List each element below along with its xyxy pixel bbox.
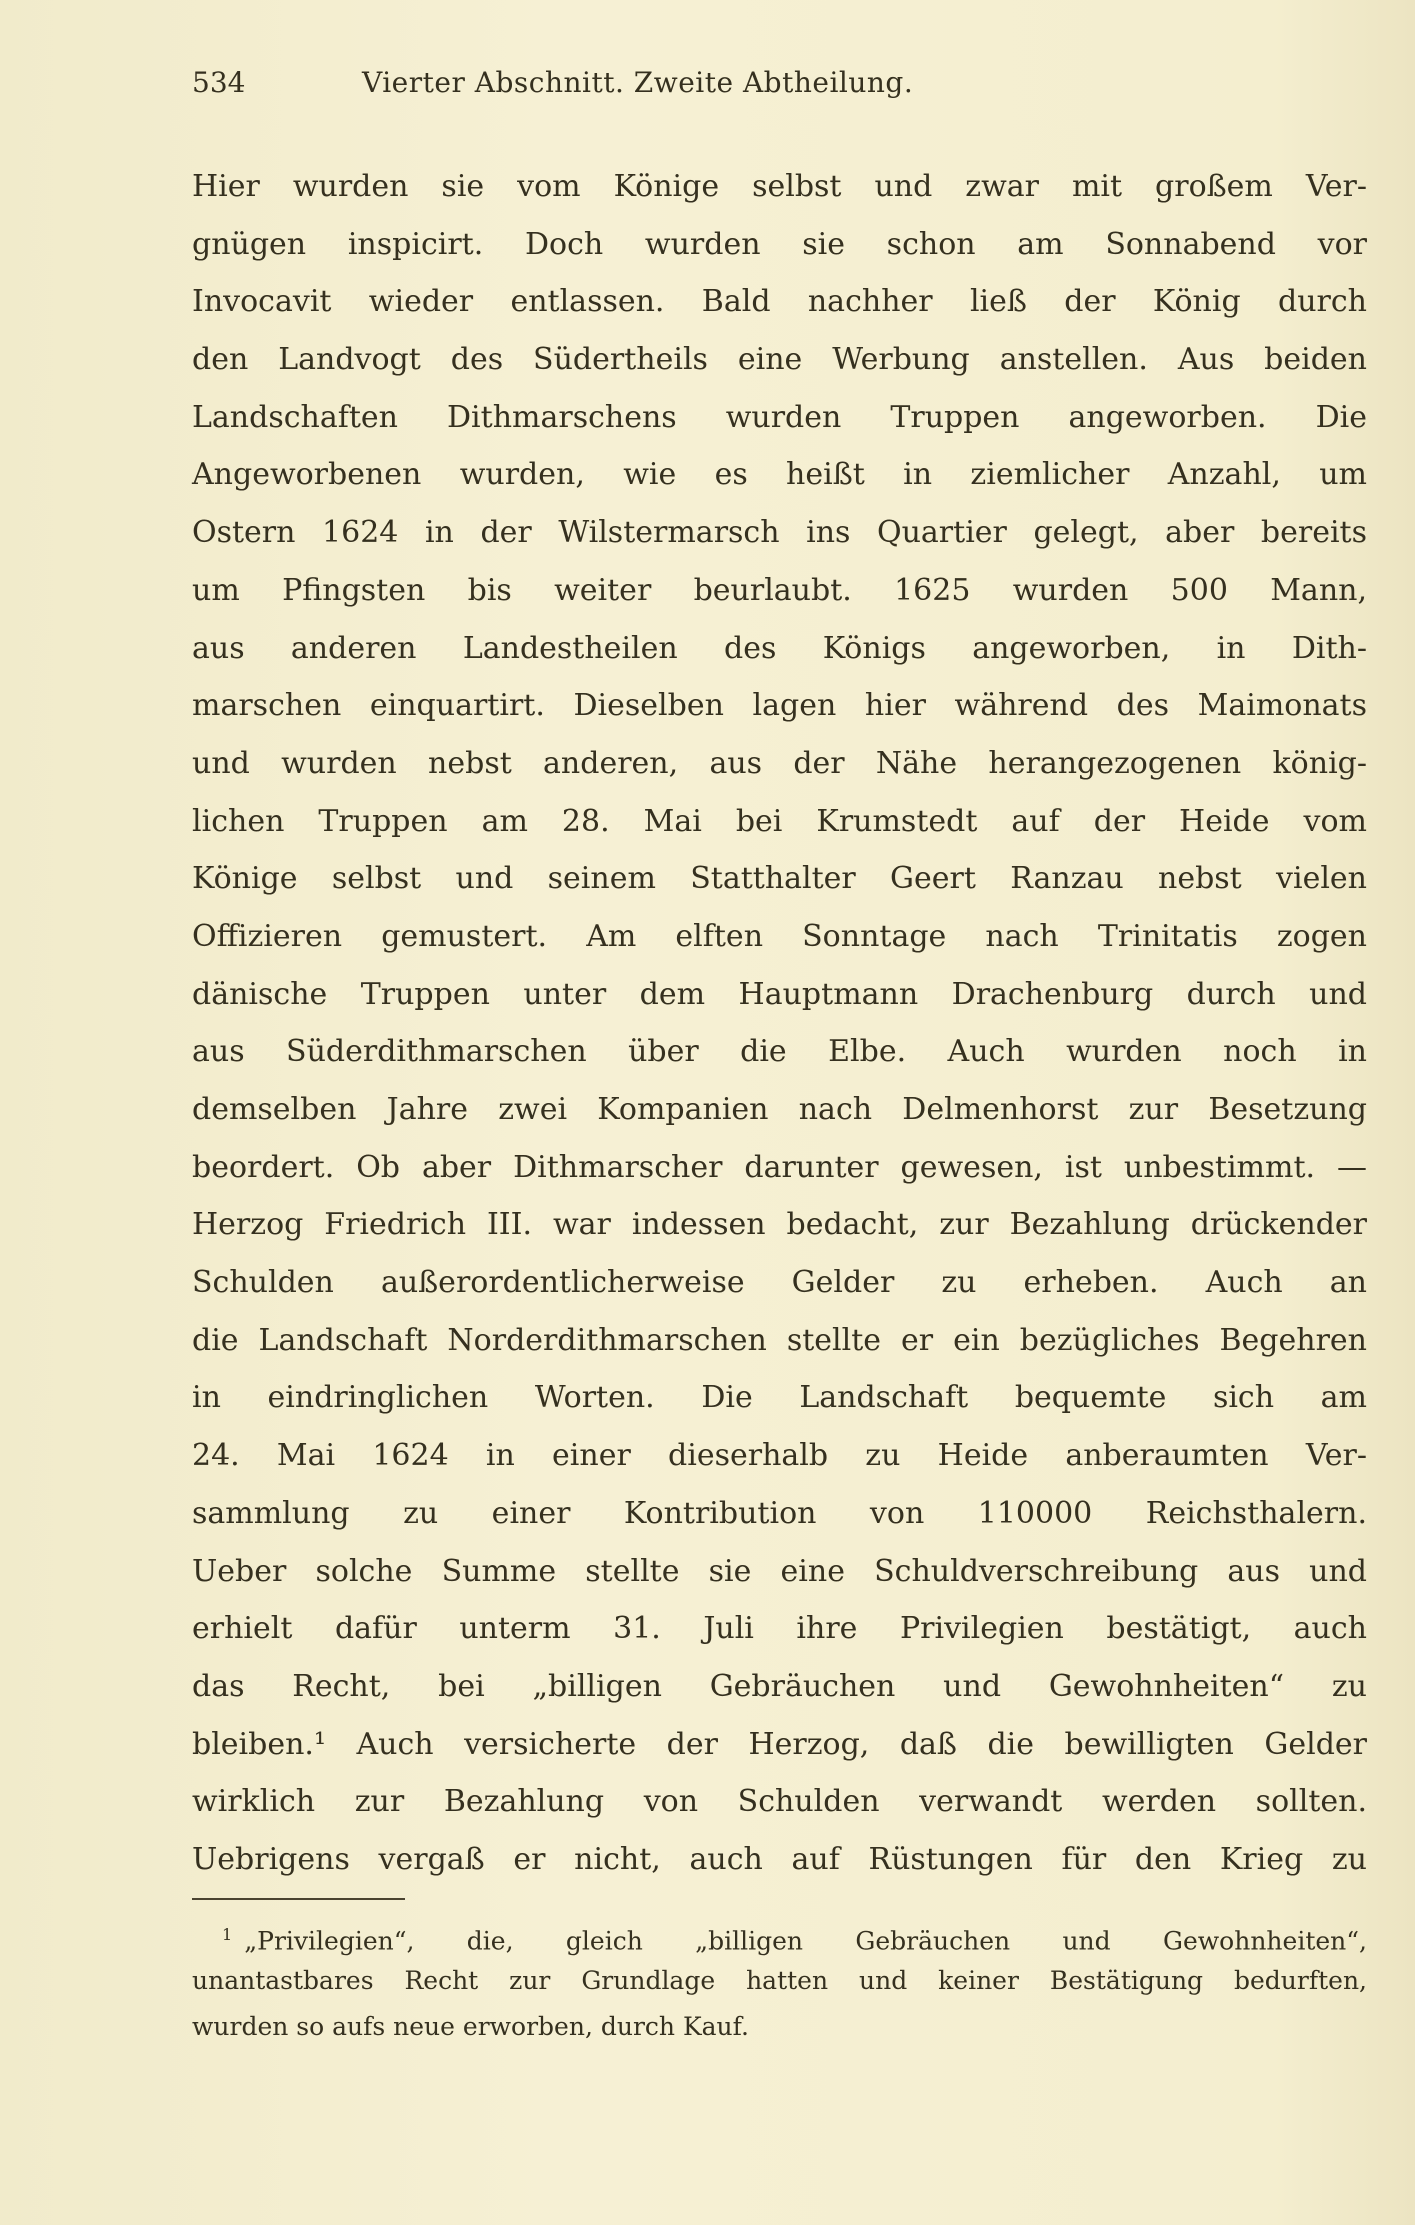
text-line: Herzog Friedrich III. war indessen bedacht, zur Bezahlung drückender <box>192 1207 1367 1243</box>
text-line: wirklich zur Bezahlung von Schulden verwandt werden sollten. <box>192 1784 1367 1820</box>
text-line: den Landvogt des Südertheils eine Werbung anstellen. Aus beiden <box>192 342 1367 378</box>
footnote-rule <box>192 1898 405 1900</box>
text-line: Landschaften Dithmarschens wurden Truppen angeworben. Die <box>192 399 1367 435</box>
text-line: die Landschaft Norderdithmarschen stellte er ein bezügliches Begehren <box>192 1322 1367 1358</box>
text-line: aus anderen Landestheilen des Königs angeworben, in Dith- <box>192 630 1367 666</box>
text-line: und wurden nebst anderen, aus der Nähe herangezogenen könig- <box>192 745 1367 781</box>
text-line: sammlung zu einer Kontribution von 110000 Reichsthalern. <box>192 1495 1367 1531</box>
text-line: das Recht, bei „billigen Gebräuchen und Gewohnheiten“ zu <box>192 1668 1367 1704</box>
page-header <box>192 66 1367 110</box>
text-line: um Pfingsten bis weiter beurlaubt. 1625 wurden 500 Mann, <box>192 572 1367 608</box>
text-line: lichen Truppen am 28. Mai bei Krumstedt auf der Heide vom <box>192 803 1367 839</box>
text-line: erhielt dafür unterm 31. Juli ihre Privilegien bestätigt, auch <box>192 1611 1367 1647</box>
text-line: Hier wurden sie vom Könige selbst und zwar mit großem Ver- <box>192 169 1367 204</box>
text-line: in eindringlichen Worten. Die Landschaft bequemte sich am <box>192 1380 1367 1416</box>
text-line: bleiben.¹ Auch versicherte der Herzog, daß die bewilligten Gelder <box>192 1726 1367 1762</box>
text-line: Ueber solche Summe stellte sie eine Schuldverschreibung aus und <box>192 1553 1367 1589</box>
text-line: Könige selbst und seinem Statthalter Geert Ranzau nebst vielen <box>192 861 1367 897</box>
text-line: Schulden außerordentlicherweise Gelder zu erheben. Auch an <box>192 1265 1367 1301</box>
text-line: Angeworbenen wurden, wie es heißt in ziemlicher Anzahl, um <box>192 457 1367 493</box>
footnote-line <box>192 1912 1367 1958</box>
footnote-line: wurden so aufs neue erworben, durch Kauf. <box>192 2012 749 2041</box>
body-text <box>192 158 1367 1889</box>
text-line: dänische Truppen unter dem Hauptmann Drachenburg durch und <box>192 976 1367 1012</box>
text-line: beordert. Ob aber Dithmarscher darunter gewesen, ist unbestimmt. — <box>192 1149 1367 1185</box>
running-title: Vierter Abschnitt. Zweite Abtheilung. <box>362 66 914 99</box>
text-line: marschen einquartirt. Dieselben lagen hier während des Maimonats <box>192 688 1367 724</box>
footnote <box>192 1912 1367 2050</box>
text-line: Invocavit wieder entlassen. Bald nachher ließ der König durch <box>192 284 1367 320</box>
text-line: Offizieren gemustert. Am elften Sonntage nach Trinitatis zogen <box>192 918 1367 954</box>
text-line: aus Süderdithmarschen über die Elbe. Auch wurden noch in <box>192 1034 1367 1070</box>
footnote-text: „Privilegien“, die, gleich „billigen Gebräuchen und Gewohnheiten“, <box>244 1926 1367 1956</box>
page-number: 534 <box>192 66 246 99</box>
footnote-line: unantastbares Recht zur Grundlage hatten und keiner Bestätigung bedurften, <box>192 1966 1367 1995</box>
text-line: 24. Mai 1624 in einer dieserhalb zu Heide anberaumten Ver- <box>192 1438 1367 1474</box>
footnote-marker: 1 <box>222 1925 233 1944</box>
text-line: Uebrigens vergaß er nicht, auch auf Rüstungen für den Krieg zu <box>192 1841 1367 1877</box>
text-line: gnügen inspicirt. Doch wurden sie schon am Sonnabend vor <box>192 226 1367 262</box>
text-line: demselben Jahre zwei Kompanien nach Delmenhorst zur Besetzung <box>192 1092 1367 1127</box>
text-line: Ostern 1624 in der Wilstermarsch ins Quartier gelegt, aber bereits <box>192 515 1367 551</box>
